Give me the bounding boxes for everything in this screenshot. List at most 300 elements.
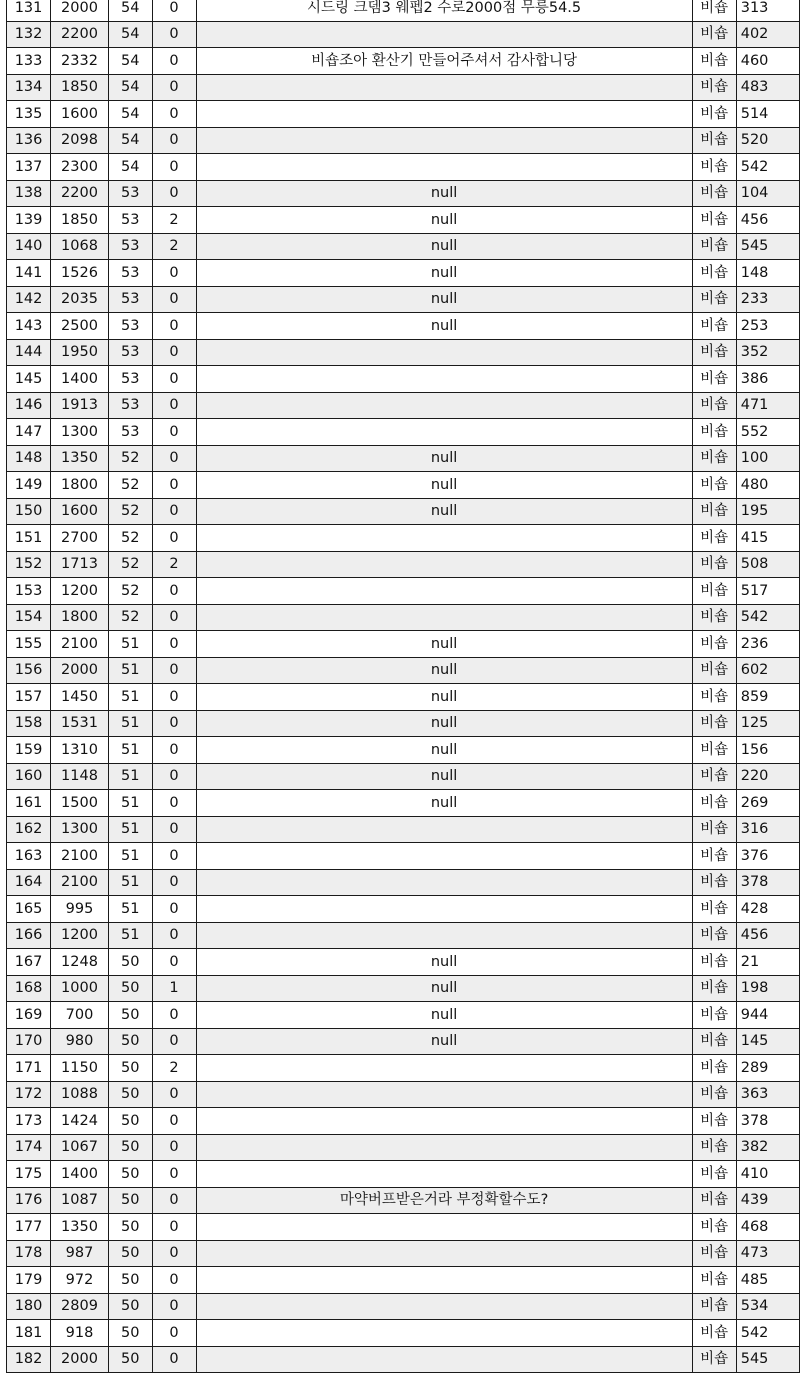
comment-cell: null xyxy=(196,313,692,340)
count-cell: 0 xyxy=(152,74,196,101)
score-cell: 2200 xyxy=(51,180,109,207)
comment-cell xyxy=(196,101,692,128)
table-row xyxy=(7,74,800,101)
class-cell: 비숍 xyxy=(692,472,736,499)
count-cell: 0 xyxy=(152,339,196,366)
level-cell: 50 xyxy=(108,1002,152,1029)
table-row xyxy=(7,339,800,366)
count-cell: 0 xyxy=(152,21,196,48)
table-row xyxy=(7,896,800,923)
count-cell: 0 xyxy=(152,843,196,870)
score-cell: 2700 xyxy=(51,525,109,552)
comment-cell xyxy=(196,843,692,870)
count-cell: 0 xyxy=(152,1134,196,1161)
comment-cell xyxy=(196,1055,692,1082)
value-cell: 402 xyxy=(736,21,799,48)
value-cell: 410 xyxy=(736,1161,799,1188)
row-number-cell: 151 xyxy=(7,525,51,552)
row-number-cell: 158 xyxy=(7,710,51,737)
table-row xyxy=(7,1293,800,1320)
comment-cell xyxy=(196,419,692,446)
count-cell: 0 xyxy=(152,1293,196,1320)
comment-cell xyxy=(196,366,692,393)
level-cell: 51 xyxy=(108,657,152,684)
score-cell: 2098 xyxy=(51,127,109,154)
score-cell: 1424 xyxy=(51,1108,109,1135)
value-cell: 545 xyxy=(736,233,799,260)
score-cell: 1087 xyxy=(51,1187,109,1214)
comment-cell xyxy=(196,1320,692,1347)
level-cell: 54 xyxy=(108,48,152,75)
count-cell: 0 xyxy=(152,419,196,446)
row-number-cell: 180 xyxy=(7,1293,51,1320)
comment-cell: null xyxy=(196,684,692,711)
level-cell: 53 xyxy=(108,286,152,313)
score-cell: 918 xyxy=(51,1320,109,1347)
class-cell: 비숍 xyxy=(692,1028,736,1055)
row-number-cell: 169 xyxy=(7,1002,51,1029)
class-cell: 비숍 xyxy=(692,127,736,154)
row-number-cell: 150 xyxy=(7,498,51,525)
value-cell: 104 xyxy=(736,180,799,207)
class-cell: 비숍 xyxy=(692,48,736,75)
level-cell: 53 xyxy=(108,392,152,419)
level-cell: 50 xyxy=(108,1081,152,1108)
level-cell: 51 xyxy=(108,922,152,949)
table-row xyxy=(7,684,800,711)
score-cell: 2500 xyxy=(51,313,109,340)
value-cell: 542 xyxy=(736,154,799,181)
value-cell: 316 xyxy=(736,816,799,843)
table-row xyxy=(7,1187,800,1214)
level-cell: 51 xyxy=(108,816,152,843)
table-row xyxy=(7,1108,800,1135)
value-cell: 514 xyxy=(736,101,799,128)
score-cell: 1400 xyxy=(51,1161,109,1188)
value-cell: 145 xyxy=(736,1028,799,1055)
table-row xyxy=(7,1214,800,1241)
score-cell: 2000 xyxy=(51,1346,109,1373)
row-number-cell: 179 xyxy=(7,1267,51,1294)
comment-cell xyxy=(196,21,692,48)
comment-cell: null xyxy=(196,763,692,790)
class-cell: 비숍 xyxy=(692,737,736,764)
value-cell: 156 xyxy=(736,737,799,764)
comment-cell: null xyxy=(196,1002,692,1029)
table-row xyxy=(7,922,800,949)
count-cell: 0 xyxy=(152,48,196,75)
class-cell: 비숍 xyxy=(692,710,736,737)
count-cell: 0 xyxy=(152,0,196,21)
comment-cell: null xyxy=(196,445,692,472)
count-cell: 0 xyxy=(152,631,196,658)
class-cell: 비숍 xyxy=(692,1002,736,1029)
level-cell: 54 xyxy=(108,0,152,21)
row-number-cell: 148 xyxy=(7,445,51,472)
row-number-cell: 147 xyxy=(7,419,51,446)
count-cell: 0 xyxy=(152,498,196,525)
score-cell: 1850 xyxy=(51,74,109,101)
class-cell: 비숍 xyxy=(692,657,736,684)
value-cell: 944 xyxy=(736,1002,799,1029)
row-number-cell: 176 xyxy=(7,1187,51,1214)
score-cell: 2000 xyxy=(51,0,109,21)
level-cell: 50 xyxy=(108,1028,152,1055)
value-cell: 485 xyxy=(736,1267,799,1294)
level-cell: 50 xyxy=(108,1055,152,1082)
class-cell: 비숍 xyxy=(692,896,736,923)
level-cell: 50 xyxy=(108,975,152,1002)
value-cell: 269 xyxy=(736,790,799,817)
score-cell: 700 xyxy=(51,1002,109,1029)
table-row xyxy=(7,154,800,181)
class-cell: 비숍 xyxy=(692,1293,736,1320)
class-cell: 비숍 xyxy=(692,869,736,896)
class-cell: 비숍 xyxy=(692,286,736,313)
count-cell: 0 xyxy=(152,1081,196,1108)
count-cell: 0 xyxy=(152,127,196,154)
count-cell: 0 xyxy=(152,763,196,790)
comment-cell: null xyxy=(196,790,692,817)
count-cell: 0 xyxy=(152,1267,196,1294)
value-cell: 542 xyxy=(736,1320,799,1347)
count-cell: 0 xyxy=(152,1240,196,1267)
row-number-cell: 143 xyxy=(7,313,51,340)
value-cell: 460 xyxy=(736,48,799,75)
row-number-cell: 139 xyxy=(7,207,51,234)
comment-cell xyxy=(196,578,692,605)
level-cell: 53 xyxy=(108,339,152,366)
class-cell: 비숍 xyxy=(692,631,736,658)
level-cell: 52 xyxy=(108,525,152,552)
comment-cell: null xyxy=(196,180,692,207)
value-cell: 233 xyxy=(736,286,799,313)
level-cell: 54 xyxy=(108,127,152,154)
count-cell: 2 xyxy=(152,233,196,260)
score-cell: 1350 xyxy=(51,1214,109,1241)
count-cell: 0 xyxy=(152,922,196,949)
row-number-cell: 153 xyxy=(7,578,51,605)
count-cell: 0 xyxy=(152,816,196,843)
value-cell: 602 xyxy=(736,657,799,684)
class-cell: 비숍 xyxy=(692,1055,736,1082)
count-cell: 0 xyxy=(152,525,196,552)
class-cell: 비숍 xyxy=(692,419,736,446)
value-cell: 483 xyxy=(736,74,799,101)
value-cell: 378 xyxy=(736,869,799,896)
table-row xyxy=(7,419,800,446)
class-cell: 비숍 xyxy=(692,763,736,790)
class-cell: 비숍 xyxy=(692,1267,736,1294)
table-row xyxy=(7,1320,800,1347)
row-number-cell: 144 xyxy=(7,339,51,366)
comment-cell: null xyxy=(196,498,692,525)
level-cell: 51 xyxy=(108,896,152,923)
class-cell: 비숍 xyxy=(692,551,736,578)
level-cell: 52 xyxy=(108,551,152,578)
level-cell: 53 xyxy=(108,419,152,446)
value-cell: 473 xyxy=(736,1240,799,1267)
value-cell: 21 xyxy=(736,949,799,976)
comment-cell xyxy=(196,896,692,923)
value-cell: 195 xyxy=(736,498,799,525)
row-number-cell: 138 xyxy=(7,180,51,207)
level-cell: 50 xyxy=(108,1134,152,1161)
value-cell: 439 xyxy=(736,1187,799,1214)
table-row xyxy=(7,1161,800,1188)
comment-cell xyxy=(196,74,692,101)
score-cell: 2300 xyxy=(51,154,109,181)
row-number-cell: 171 xyxy=(7,1055,51,1082)
count-cell: 0 xyxy=(152,1346,196,1373)
score-cell: 980 xyxy=(51,1028,109,1055)
level-cell: 51 xyxy=(108,869,152,896)
table-row xyxy=(7,1346,800,1373)
table-row xyxy=(7,366,800,393)
count-cell: 0 xyxy=(152,684,196,711)
row-number-cell: 131 xyxy=(7,0,51,21)
score-cell: 1850 xyxy=(51,207,109,234)
row-number-cell: 159 xyxy=(7,737,51,764)
comment-cell xyxy=(196,869,692,896)
row-number-cell: 154 xyxy=(7,604,51,631)
class-cell: 비숍 xyxy=(692,1161,736,1188)
score-cell: 987 xyxy=(51,1240,109,1267)
value-cell: 313 xyxy=(736,0,799,21)
score-cell: 2100 xyxy=(51,843,109,870)
row-number-cell: 136 xyxy=(7,127,51,154)
class-cell: 비숍 xyxy=(692,1081,736,1108)
score-cell: 1148 xyxy=(51,763,109,790)
value-cell: 289 xyxy=(736,1055,799,1082)
comment-cell xyxy=(196,604,692,631)
comment-cell xyxy=(196,339,692,366)
table-row xyxy=(7,763,800,790)
class-cell: 비숍 xyxy=(692,1214,736,1241)
level-cell: 54 xyxy=(108,74,152,101)
row-number-cell: 140 xyxy=(7,233,51,260)
value-cell: 198 xyxy=(736,975,799,1002)
row-number-cell: 181 xyxy=(7,1320,51,1347)
class-cell: 비숍 xyxy=(692,207,736,234)
count-cell: 0 xyxy=(152,286,196,313)
level-cell: 50 xyxy=(108,1346,152,1373)
count-cell: 0 xyxy=(152,366,196,393)
comment-cell xyxy=(196,1134,692,1161)
comment-cell: null xyxy=(196,1028,692,1055)
table-row xyxy=(7,631,800,658)
table-row xyxy=(7,233,800,260)
row-number-cell: 142 xyxy=(7,286,51,313)
count-cell: 0 xyxy=(152,1187,196,1214)
ranking-table xyxy=(6,0,800,1373)
comment-cell: null xyxy=(196,207,692,234)
comment-cell xyxy=(196,1293,692,1320)
class-cell: 비숍 xyxy=(692,101,736,128)
table-row xyxy=(7,1055,800,1082)
score-cell: 1300 xyxy=(51,419,109,446)
level-cell: 51 xyxy=(108,684,152,711)
table-row xyxy=(7,286,800,313)
row-number-cell: 177 xyxy=(7,1214,51,1241)
class-cell: 비숍 xyxy=(692,1134,736,1161)
count-cell: 0 xyxy=(152,154,196,181)
row-number-cell: 167 xyxy=(7,949,51,976)
row-number-cell: 161 xyxy=(7,790,51,817)
value-cell: 471 xyxy=(736,392,799,419)
class-cell: 비숍 xyxy=(692,1187,736,1214)
score-cell: 972 xyxy=(51,1267,109,1294)
table-row xyxy=(7,1240,800,1267)
score-cell: 1800 xyxy=(51,604,109,631)
class-cell: 비숍 xyxy=(692,1320,736,1347)
level-cell: 51 xyxy=(108,843,152,870)
class-cell: 비숍 xyxy=(692,1240,736,1267)
class-cell: 비숍 xyxy=(692,74,736,101)
level-cell: 51 xyxy=(108,710,152,737)
level-cell: 52 xyxy=(108,604,152,631)
comment-cell: 시드링 크뎀3 웨펩2 수로2000점 무릉54.5 xyxy=(196,0,692,21)
row-number-cell: 170 xyxy=(7,1028,51,1055)
row-number-cell: 141 xyxy=(7,260,51,287)
class-cell: 비숍 xyxy=(692,260,736,287)
level-cell: 50 xyxy=(108,1214,152,1241)
row-number-cell: 160 xyxy=(7,763,51,790)
value-cell: 100 xyxy=(736,445,799,472)
value-cell: 468 xyxy=(736,1214,799,1241)
row-number-cell: 174 xyxy=(7,1134,51,1161)
table-row xyxy=(7,975,800,1002)
score-cell: 995 xyxy=(51,896,109,923)
table-row xyxy=(7,816,800,843)
score-cell: 1450 xyxy=(51,684,109,711)
table-row xyxy=(7,949,800,976)
comment-cell xyxy=(196,1161,692,1188)
comment-cell: null xyxy=(196,286,692,313)
value-cell: 415 xyxy=(736,525,799,552)
value-cell: 520 xyxy=(736,127,799,154)
level-cell: 53 xyxy=(108,260,152,287)
count-cell: 0 xyxy=(152,737,196,764)
score-cell: 1526 xyxy=(51,260,109,287)
class-cell: 비숍 xyxy=(692,684,736,711)
score-cell: 1713 xyxy=(51,551,109,578)
class-cell: 비숍 xyxy=(692,392,736,419)
comment-cell xyxy=(196,1214,692,1241)
score-cell: 1913 xyxy=(51,392,109,419)
row-number-cell: 173 xyxy=(7,1108,51,1135)
level-cell: 51 xyxy=(108,631,152,658)
value-cell: 859 xyxy=(736,684,799,711)
score-cell: 1150 xyxy=(51,1055,109,1082)
value-cell: 352 xyxy=(736,339,799,366)
comment-cell xyxy=(196,551,692,578)
level-cell: 54 xyxy=(108,21,152,48)
class-cell: 비숍 xyxy=(692,498,736,525)
comment-cell: null xyxy=(196,710,692,737)
value-cell: 534 xyxy=(736,1293,799,1320)
score-cell: 1600 xyxy=(51,101,109,128)
table-row xyxy=(7,472,800,499)
level-cell: 52 xyxy=(108,472,152,499)
count-cell: 2 xyxy=(152,1055,196,1082)
table-row xyxy=(7,737,800,764)
class-cell: 비숍 xyxy=(692,1108,736,1135)
level-cell: 50 xyxy=(108,1293,152,1320)
table-row xyxy=(7,790,800,817)
score-cell: 2000 xyxy=(51,657,109,684)
row-number-cell: 134 xyxy=(7,74,51,101)
value-cell: 148 xyxy=(736,260,799,287)
row-number-cell: 182 xyxy=(7,1346,51,1373)
score-cell: 1500 xyxy=(51,790,109,817)
score-cell: 1200 xyxy=(51,578,109,605)
table-row xyxy=(7,1267,800,1294)
count-cell: 0 xyxy=(152,1214,196,1241)
table-row xyxy=(7,1134,800,1161)
table-row xyxy=(7,48,800,75)
level-cell: 52 xyxy=(108,498,152,525)
class-cell: 비숍 xyxy=(692,604,736,631)
count-cell: 2 xyxy=(152,207,196,234)
level-cell: 53 xyxy=(108,366,152,393)
class-cell: 비숍 xyxy=(692,154,736,181)
count-cell: 0 xyxy=(152,578,196,605)
class-cell: 비숍 xyxy=(692,0,736,21)
class-cell: 비숍 xyxy=(692,922,736,949)
level-cell: 50 xyxy=(108,1240,152,1267)
count-cell: 0 xyxy=(152,180,196,207)
row-number-cell: 146 xyxy=(7,392,51,419)
level-cell: 51 xyxy=(108,737,152,764)
value-cell: 480 xyxy=(736,472,799,499)
score-cell: 2100 xyxy=(51,631,109,658)
count-cell: 0 xyxy=(152,1161,196,1188)
comment-cell: null xyxy=(196,737,692,764)
comment-cell xyxy=(196,154,692,181)
class-cell: 비숍 xyxy=(692,339,736,366)
score-cell: 1067 xyxy=(51,1134,109,1161)
score-cell: 1088 xyxy=(51,1081,109,1108)
class-cell: 비숍 xyxy=(692,233,736,260)
count-cell: 0 xyxy=(152,472,196,499)
count-cell: 0 xyxy=(152,790,196,817)
count-cell: 0 xyxy=(152,101,196,128)
table-row xyxy=(7,180,800,207)
count-cell: 0 xyxy=(152,604,196,631)
count-cell: 0 xyxy=(152,392,196,419)
score-cell: 1600 xyxy=(51,498,109,525)
level-cell: 53 xyxy=(108,180,152,207)
table-row xyxy=(7,207,800,234)
table-row xyxy=(7,710,800,737)
value-cell: 220 xyxy=(736,763,799,790)
class-cell: 비숍 xyxy=(692,949,736,976)
level-cell: 50 xyxy=(108,949,152,976)
row-number-cell: 163 xyxy=(7,843,51,870)
table-row xyxy=(7,101,800,128)
value-cell: 382 xyxy=(736,1134,799,1161)
count-cell: 0 xyxy=(152,896,196,923)
row-number-cell: 132 xyxy=(7,21,51,48)
count-cell: 1 xyxy=(152,975,196,1002)
row-number-cell: 164 xyxy=(7,869,51,896)
value-cell: 545 xyxy=(736,1346,799,1373)
score-cell: 1310 xyxy=(51,737,109,764)
table-row xyxy=(7,260,800,287)
score-cell: 1800 xyxy=(51,472,109,499)
count-cell: 0 xyxy=(152,869,196,896)
